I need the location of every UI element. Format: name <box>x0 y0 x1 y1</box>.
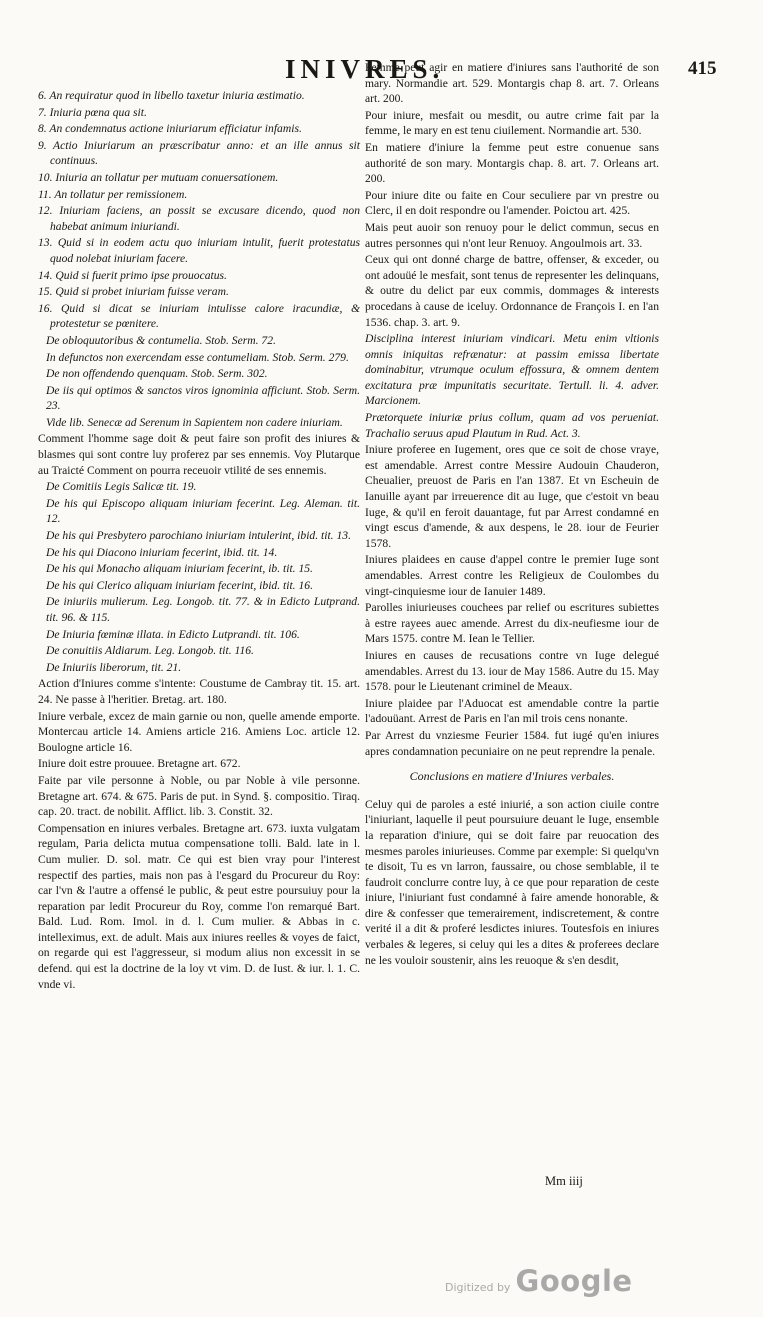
paragraph: Pour iniure dite ou faite en Cour seculiere par vn prestre ou Clerc, il en doit respondre ou l'amender. Poictou art. 425. <box>365 188 659 218</box>
paragraph: Iniure proferee en Iugement, ores que ce soit de chose vraye, est amendable. Arrest contre Messire Audouin Chauderon, Cheualier, preuost de Paris en l'an 1387. Et vn Escheuin de Ianuille ayant par irreuerence dit au Iuge, que c'estoit vn beau Iuge, & qu'il en feroit dauantage, fut par Arrest condamné en vingt escus d'amende, & aux despens, le 28. iour de Feurier 1578. <box>365 443 659 550</box>
paragraph: De Iniuriis liberorum, tit. 21. <box>46 660 182 674</box>
paragraph: 10. Iniuria an tollatur per mutuam conuersationem. <box>38 170 279 184</box>
paragraph: Disciplina interest iniuriam vindicari. Metu enim vltionis omnis iniquitas refrænatur: at passim emissa libertate dominabitur, vtrumque oculum effossura, & omnem dentem excitatura præ impunitatis securitate. Tertull. li. 4. adver. Marcionem. <box>365 332 659 408</box>
paragraph: Celuy qui de paroles a esté iniurié, a son action ciuile contre l'iniuriant, laquelle il peut poursuiure deuant le Iuge, ensemble la reparation d'iniure, qui se doit faire par reuocation des mesmes paroles iniurieuses. Comme par exemple: Si quelqu'vn te disoit, Tu es vn larron, faussaire, ou chose semblable, il te faudroit conclurre contre luy, à ce que pour reparation de ceste iniure, l'iniuriant fust condamné à faire amende honorable, & dire & confesser que temerairement, indiscretement, & contre verité il a dit & proferé lesdictes iniures. Toutesfois en iniures verbales & legeres, si celuy qui les a dites & proferees declare ne les vouloir soustenir, ains les reuoque & s'en desdit, <box>365 797 659 967</box>
paragraph: Iniures plaidees en cause d'appel contre le premier Iuge sont amendables. Arrest contre les Religieux de Coulombes du vingt-cinquiesme iour de Ianuier 1489. <box>365 553 659 598</box>
paragraph: Ceux qui ont donné charge de battre, offenser, & exceder, ou ont adouüé le mesfait, sont tenus de representer les delinquans, & outre du delict par eux commis, dommages & interests procedans à cause de iceluy. Ordonnance de François I. en l'an 1536. chap. 3. art. 9. <box>365 253 659 329</box>
watermark-prefix: Digitized by <box>445 1281 511 1294</box>
running-title: INIVRES. <box>285 54 445 84</box>
paragraph: 14. Quid si fuerit primo ipse prouocatus. <box>38 268 227 282</box>
paragraph: Action d'Iniures comme s'intente: Coustume de Cambray tit. 15. art. 24. Ne passe à l'heritier. Bretag. art. 180. <box>38 677 360 706</box>
paragraph: Faite par vile personne à Noble, ou par Noble à vile personne. Bretagne art. 674. & 675. Paris de put. in Synd. §. compositio. Tiraq. cap. 20. tract. de nobilit. Afflict. lib. 3. Constit. 32. <box>38 773 360 819</box>
paragraph: De his qui Clerico aliquam iniuriam fecerint, ibid. tit. 16. <box>46 578 313 592</box>
paragraph: 13. Quid si in eodem actu quo iniuriam intulit, fuerit protestatus quod nolebat iniuriam facere. <box>38 236 360 265</box>
paragraph: Prætorquete iniuriæ prius collum, quam ad vos perueniat. Trachalio seruus apud Plautum in Rud. Act. 3. <box>365 411 659 440</box>
paragraph: De Iniuria fœminæ illata. in Edicto Lutprandi. tit. 106. <box>46 627 300 641</box>
paragraph: Parolles iniurieuses couchees par relief ou escritures subiettes à estre rayees auec amende. Arrest du dix-neufiesme iour de Mars 1575. contre M. Iean le Tellier. <box>365 601 659 646</box>
paragraph: De his qui Monacho aliquam iniuriam fecerint, ib. tit. 15. <box>46 562 313 576</box>
paragraph: 11. An tollatur per remissionem. <box>38 187 188 201</box>
paragraph: In defunctos non exercendam esse contumeliam. Stob. Serm. 279. <box>46 350 349 364</box>
paragraph: 15. Quid si probet iniuriam fuisse veram. <box>38 285 229 299</box>
paragraph: De his qui Diacono iniuriam fecerint, ibid. tit. 14. <box>46 545 278 559</box>
paragraph: Iniure verbale, excez de main garnie ou non, quelle amende emporte. Montercau article 14. Amiens article 216. Amiens Loc. article 12. Boulogne article 16. <box>38 709 360 754</box>
paragraph: De his qui Presbytero parochiano iniuriam intulerint, ibid. tit. 13. <box>46 529 351 543</box>
paragraph: 12. Iniuriam faciens, an possit se excusare dicendo, quod non habebat animum iniuriandi. <box>38 204 360 233</box>
signature-mark: Mm iiij <box>545 1174 583 1188</box>
paragraph: De conuitiis Aldiarum. Leg. Longob. tit. 116. <box>46 644 254 658</box>
paragraph: Pour iniure, mesfait ou mesdit, ou autre crime fait par la femme, le mary en est tenu ciuilement. Normandie art. 530. <box>365 108 659 138</box>
right-column <box>365 60 659 969</box>
paragraph: Par Arrest du vnziesme Feurier 1584. fut iugé qu'en iniures apres condamnation pecuniaire on ne peut reprendre la penale. <box>365 728 659 758</box>
paragraph: Femme peut agir en matiere d'iniures sans l'authorité de son mary. Normandie art. 529. Montargis chap 8. art. 7. Orleans art. 200. <box>365 61 659 106</box>
paragraph: 7. Iniuria pœna qua sit. <box>38 105 147 119</box>
paragraph: Iniures en causes de recusations contre vn Iuge delegué amendables. Arrest du 13. iour de May 1586. Autre du 15. May 1578. pour le Lieutenant criminel de Meaux. <box>365 648 659 694</box>
paragraph: 16. Quid si dicat se iniuriam intulisse calore iracundiæ, & protestetur se pœnitere. <box>38 301 360 331</box>
paragraph: 8. An condemnatus actione iniuriarum efficiatur infamis. <box>38 122 302 136</box>
digitized-watermark <box>445 1264 633 1298</box>
paragraph: Iniure plaidee par l'Aduocat est amendable contre la partie l'adouüant. Arrest de Paris en l'an mil trois cens nonante. <box>365 696 659 726</box>
paragraph: De non offendendo quenquam. Stob. Serm. 302. <box>46 367 268 381</box>
paragraph: De iis qui optimos & sanctos viros ignominia afficiunt. Stob. Serm. 23. <box>46 383 360 413</box>
paragraph: De iniuriis mulierum. Leg. Longob. tit. 77. & in Edicto Lutprand. tit. 96. & 115. <box>46 595 360 624</box>
left-column <box>38 88 360 993</box>
paragraph: Vide lib. Senecæ ad Serenum in Sapientem non cadere iniuriam. <box>46 415 343 429</box>
paragraph: Comment l'homme sage doit & peut faire son profit des iniures & blasmes qui sont contre luy proferez par ses ennemis. Voy Plutarque au Traicté Comment on pourra receuoir vtilité de ses ennemis. <box>38 432 360 477</box>
paragraph: 6. An requiratur quod in libello taxetur iniuria æstimatio. <box>38 89 305 102</box>
paragraph: En matiere d'iniure la femme peut estre conuenue sans authorité de son mary. Montargis chap. 8. art. 7. Orleans art. 200. <box>365 140 659 186</box>
paragraph: Iniure doit estre prouuee. Bretagne art. 672. <box>38 757 241 771</box>
section-heading: Conclusions en matiere d'Iniures verbales. <box>409 769 615 784</box>
paragraph: Compensation en iniures verbales. Bretagne art. 673. iuxta vulgatam regulam, Paria delicta mutua compensatione tolli. Bald. late in l. Cum mulier. D. sol. matr. Ce qui est bien vray pour l'interest respectif des parties, mais non pas à l'esgard du Procureur du Roy: car l'vn & l'autre a offensé le public, & peut estre poursuiuy pour la reparation par ledit Procureur du Roy, comme l'on remarqué Bart. Bald. Lud. Rom. Imol. in d. l. Cum mulier. & Abbas in c. intelleximus, ext. de adult. Mais aux iniures reelles & voyes de faict, on regarde qui est l'aggresseur, si modum alius non excessit in se defend. qui est la doctrine de la loy vt vim. D. de Iust. & iur. l. 1. C. vnde vi. <box>38 821 360 991</box>
paragraph: De Comitiis Legis Salicæ tit. 19. <box>46 480 197 494</box>
google-logo: Google <box>515 1264 633 1298</box>
paragraph: 9. Actio Iniuriarum an præscribatur anno: et an ille annus sit continuus. <box>38 138 360 168</box>
page-number: 415 <box>688 58 717 79</box>
paragraph: De his qui Episcopo aliquam iniuriam fecerint. Leg. Aleman. tit. 12. <box>46 496 360 526</box>
paragraph: Mais peut auoir son renuoy pour le delict commun, secus en autres personnes qui n'ont leur Renuoy. Angoulmois art. 33. <box>365 220 659 250</box>
paragraph: De obloquutoribus & contumelia. Stob. Serm. 72. <box>46 333 276 347</box>
